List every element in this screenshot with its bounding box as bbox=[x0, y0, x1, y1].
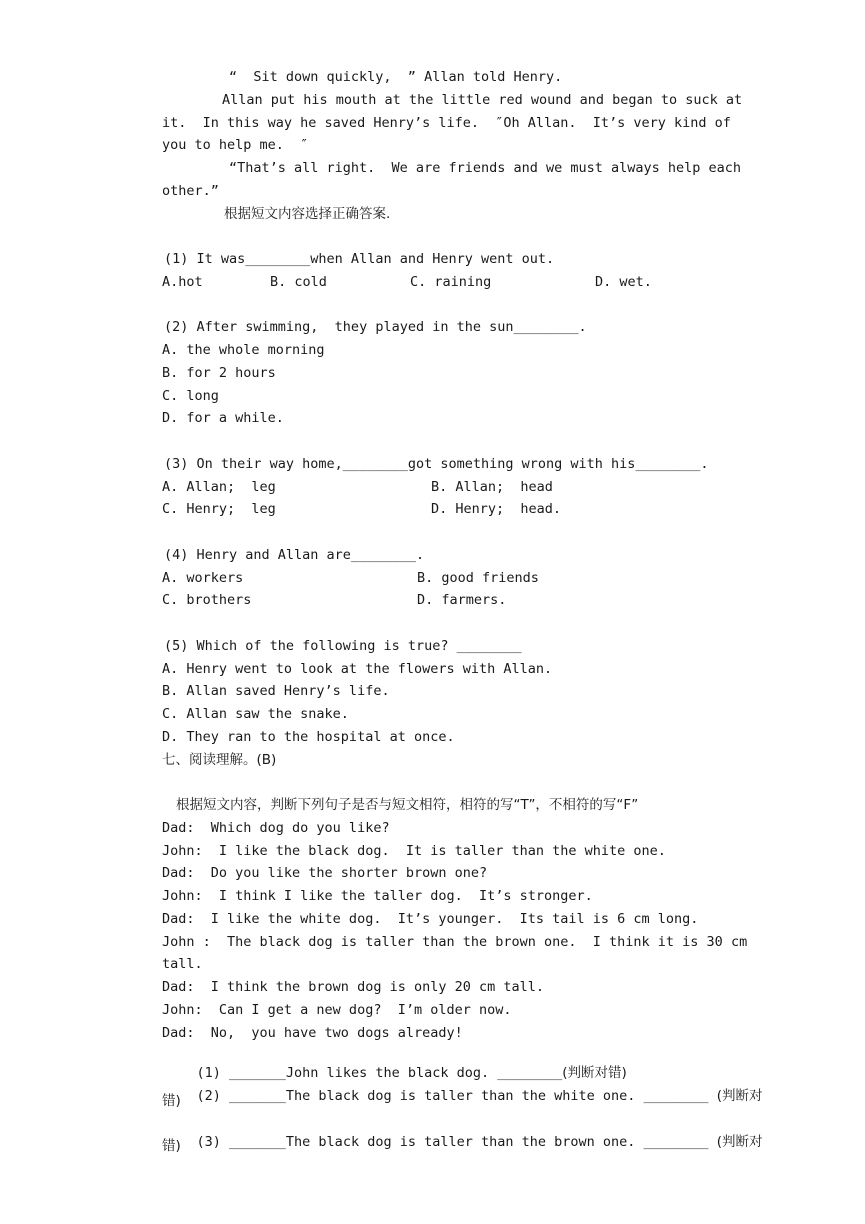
answer-option: A.hot bbox=[162, 274, 203, 290]
judgement-tag: (判断对错) bbox=[562, 1065, 627, 1081]
answer-option: A. the whole morning bbox=[162, 342, 325, 358]
question-stem: (2) After swimming, they played in the sun________. bbox=[164, 319, 587, 335]
answer-option: D. Henry; head. bbox=[431, 501, 562, 517]
answer-option: B. Allan; head bbox=[431, 479, 553, 495]
judgement-item bbox=[164, 1115, 762, 1169]
dialogue-line: Dad: Which dog do you like? bbox=[162, 820, 390, 836]
answer-option: C. raining bbox=[410, 274, 492, 290]
passage-line: you to help me. ″ bbox=[162, 137, 309, 153]
answer-option: B. for 2 hours bbox=[162, 365, 276, 381]
answer-option: C. brothers bbox=[162, 592, 252, 608]
judgement-tag: (判断对 bbox=[716, 1134, 763, 1150]
dialogue-line: Dad: Do you like the shorter brown one? bbox=[162, 865, 488, 881]
answer-option: C. long bbox=[162, 388, 219, 404]
dialogue-line: tall. bbox=[162, 956, 203, 972]
answer-option: D. wet. bbox=[595, 274, 652, 290]
answer-option: B. cold bbox=[270, 274, 327, 290]
passage-line: “That’s all right. We are friends and we must always help each bbox=[229, 160, 742, 176]
dialogue-line: John: I think I like the taller dog. It’s stronger. bbox=[162, 888, 593, 904]
answer-option: A. Henry went to look at the flowers with Allan. bbox=[162, 661, 553, 677]
question-stem: (5) Which of the following is true? ________ bbox=[164, 638, 522, 654]
answer-option: B. Allan saved Henry’s life. bbox=[162, 683, 390, 699]
question-stem: (3) On their way home,________got something wrong with his________. bbox=[164, 456, 709, 472]
dialogue-line: Dad: I like the white dog. It’s younger. Its tail is 6 cm long. bbox=[162, 911, 699, 927]
judgement-tag: (判断对 bbox=[716, 1088, 763, 1104]
judgement-tag-wrap: 错) bbox=[162, 1093, 181, 1109]
answer-option: A. Allan; leg bbox=[162, 479, 276, 495]
dialogue-line: John: Can I get a new dog? I’m older now. bbox=[162, 1002, 512, 1018]
answer-option: D. farmers. bbox=[417, 592, 507, 608]
section-instruction: 根据短文内容，判断下列句子是否与短文相符，相符的写“T”，不相符的写“F” bbox=[176, 797, 639, 813]
judgement-tag-wrap: 错) bbox=[162, 1138, 181, 1154]
passage-line: other.” bbox=[162, 183, 219, 199]
dialogue-line: Dad: No, you have two dogs already! bbox=[162, 1025, 463, 1041]
dialogue-line: Dad: I think the brown dog is only 20 cm tall. bbox=[162, 979, 545, 995]
dialogue-line: John : The black dog is taller than the brown one. I think it is 30 cm bbox=[162, 934, 748, 950]
dialogue-line: John: I like the black dog. It is taller than the white one. bbox=[162, 843, 666, 859]
judgement-text: (1) _______John likes the black dog. ________ bbox=[196, 1065, 563, 1081]
answer-option: B. good friends bbox=[417, 570, 539, 586]
section-heading: 七、阅读理解。(B) bbox=[162, 752, 277, 768]
passage-line: it. In this way he saved Henry’s life. ″Oh Allan. It’s very kind of bbox=[162, 115, 731, 131]
answer-option: C. Henry; leg bbox=[162, 501, 276, 517]
answer-option: D. They ran to the hospital at once. bbox=[162, 729, 455, 745]
answer-option: A. workers bbox=[162, 570, 244, 586]
passage-instruction: 根据短文内容选择正确答案. bbox=[224, 206, 391, 222]
passage-line: Allan put his mouth at the little red wound and began to suck at bbox=[222, 92, 743, 108]
judgement-text: (3) _______The black dog is taller than the brown one. ________ bbox=[196, 1134, 709, 1150]
answer-option: D. for a while. bbox=[162, 410, 284, 426]
answer-option: C. Allan saw the snake. bbox=[162, 706, 349, 722]
question-stem: (4) Henry and Allan are________. bbox=[164, 547, 425, 563]
passage-line: “ Sit down quickly, ” Allan told Henry. bbox=[229, 69, 563, 85]
judgement-text: (2) _______The black dog is taller than the white one. ________ bbox=[196, 1088, 709, 1104]
question-stem: (1) It was________when Allan and Henry went out. bbox=[164, 251, 555, 267]
